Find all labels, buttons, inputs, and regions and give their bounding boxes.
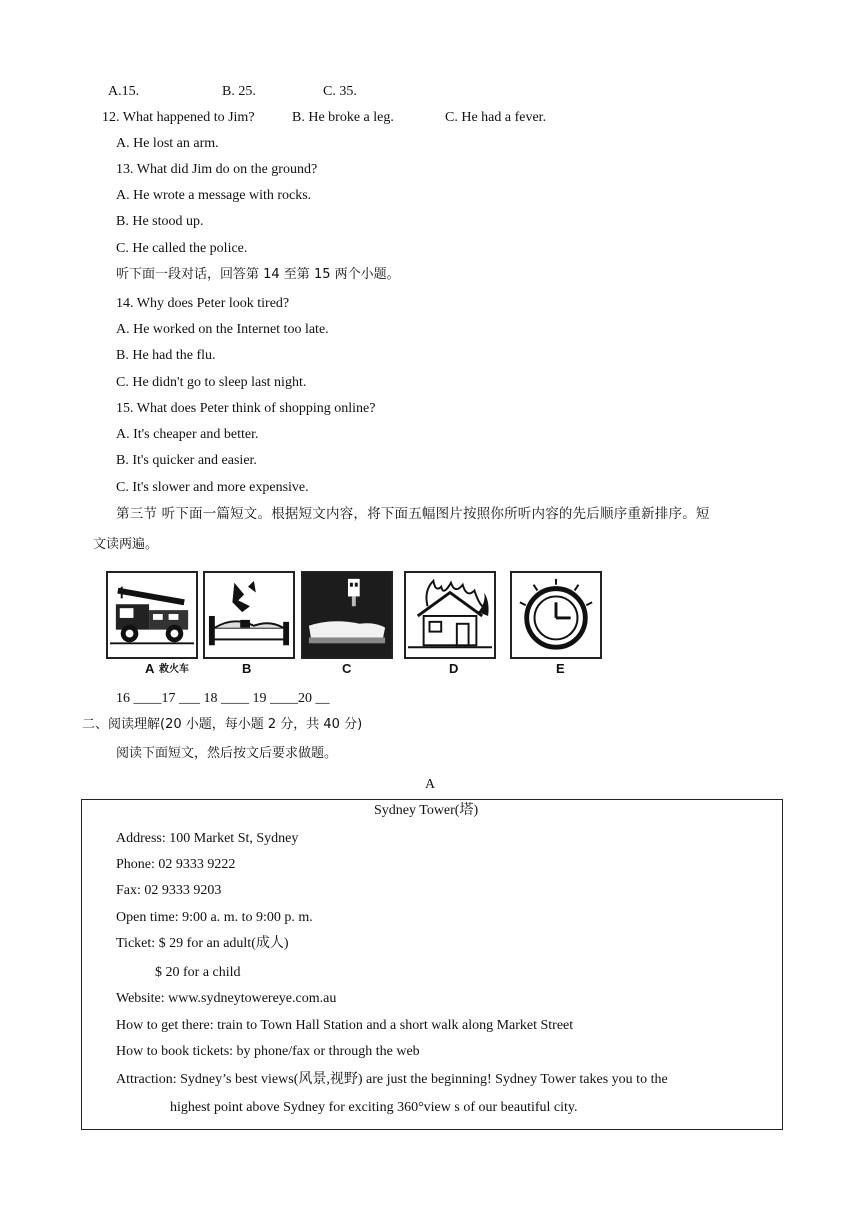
q13-option-b: B. He stood up.: [116, 214, 204, 229]
notice-fax: Fax: 02 9333 9203: [116, 883, 222, 898]
fire-truck-icon: [108, 573, 196, 657]
picture-label-b: B: [242, 661, 252, 676]
answer-blanks-16-20: 16 ____17 ___ 18 ____ 19 ____20 __: [116, 691, 330, 706]
q11-option-b: B. 25.: [222, 84, 256, 99]
q11-option-a: A.15.: [108, 84, 140, 99]
notice-ticket-adult: Ticket: $ 29 for an adult(成人): [116, 936, 289, 951]
q13-option-a: A. He wrote a message with rocks.: [116, 188, 312, 203]
notice-website: Website: www.sydneytowereye.com.au: [116, 991, 337, 1006]
q15-option-b: B. It's quicker and easier.: [116, 453, 257, 468]
q12-option-b: B. He broke a leg.: [292, 110, 394, 125]
picture-dark-room: [301, 571, 393, 659]
picture-house-on-fire: [404, 571, 496, 659]
q12-question: 12. What happened to Jim?: [102, 110, 255, 125]
q13-option-c: C. He called the police.: [116, 241, 248, 256]
dark-room-icon: [303, 573, 391, 657]
notice-attraction-line1: Attraction: Sydney’s best views(风景,视野) are just the beginning! Sydney Tower takes you to the: [116, 1072, 668, 1087]
q14-question: 14. Why does Peter look tired?: [116, 296, 290, 311]
notice-open-time: Open time: 9:00 a. m. to 9:00 p. m.: [116, 910, 313, 925]
part2-instruction: 阅读下面短文，然后按文后要求做题。: [116, 746, 338, 761]
q15-option-a: A. It's cheaper and better.: [116, 427, 259, 442]
picture-clock: [510, 571, 602, 659]
q15-question: 15. What does Peter think of shopping online?: [116, 401, 376, 416]
picture-label-c: C: [342, 661, 352, 676]
picture-fire-truck: [106, 571, 198, 659]
notice-phone: Phone: 02 9333 9222: [116, 857, 236, 872]
q15-option-c: C. It's slower and more expensive.: [116, 480, 309, 495]
picture-a-caption: 救火车: [159, 664, 189, 675]
q13-question: 13. What did Jim do on the ground?: [116, 162, 318, 177]
notice-how-to-get: How to get there: train to Town Hall Station and a short walk along Market Street: [116, 1018, 574, 1033]
section3-instruction-line2: 文读两遍。: [93, 537, 159, 552]
passage-label: A: [425, 777, 436, 792]
part2-heading: 二、阅读理解(20 小题，每小题 2 分，共 40 分): [82, 717, 363, 732]
bed-fire-icon: [205, 573, 293, 657]
notice-title: Sydney Tower(塔): [374, 803, 479, 818]
burning-house-icon: [406, 573, 494, 657]
clock-icon: [512, 573, 600, 657]
q12-option-a: A. He lost an arm.: [116, 136, 219, 151]
q14-option-a: A. He worked on the Internet too late.: [116, 322, 329, 337]
section3-instruction-line1: 第三节 听下面一篇短文。根据短文内容，将下面五幅图片按照你所听内容的先后顺序重新排序。短: [116, 506, 710, 522]
q14-option-b: B. He had the flu.: [116, 348, 216, 363]
picture-fire-in-bedroom: [203, 571, 295, 659]
notice-attraction-line2: highest point above Sydney for exciting 360°view s of our beautiful city.: [170, 1100, 578, 1115]
picture-label-a: A: [145, 661, 155, 676]
picture-label-d: D: [449, 661, 459, 676]
q14-option-c: C. He didn't go to sleep last night.: [116, 375, 307, 390]
q11-option-c: C. 35.: [323, 84, 357, 99]
notice-address: Address: 100 Market St, Sydney: [116, 831, 299, 846]
notice-ticket-child: $ 20 for a child: [155, 965, 241, 980]
instruction-14-15: 听下面一段对话，回答第 14 至第 15 两个小题。: [116, 267, 400, 282]
notice-how-to-book: How to book tickets: by phone/fax or through the web: [116, 1044, 420, 1059]
q12-option-c: C. He had a fever.: [445, 110, 547, 125]
picture-label-e: E: [556, 661, 565, 676]
